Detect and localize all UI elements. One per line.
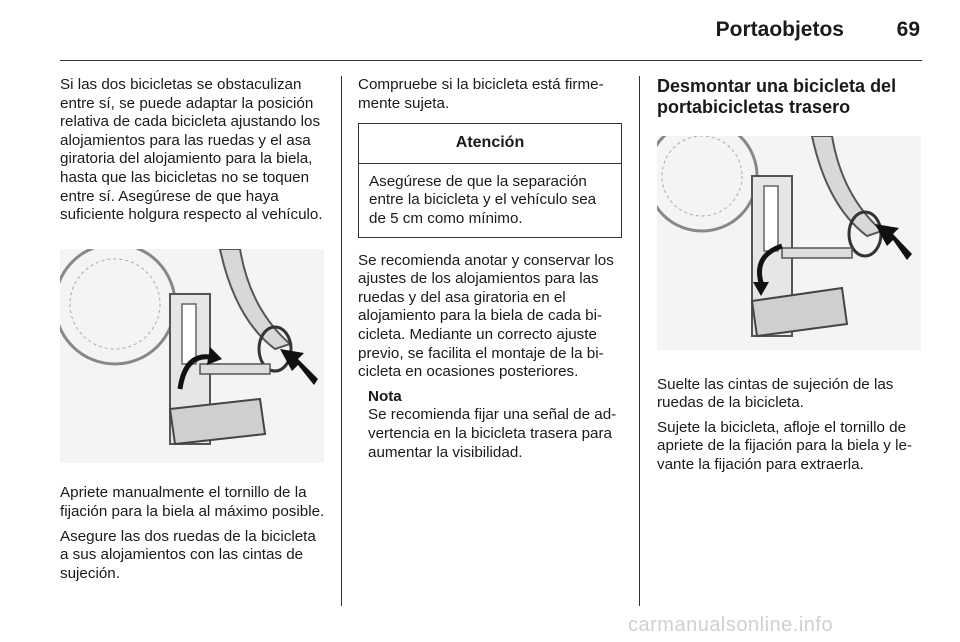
paragraph: Asegure las dos ruedas de la bicicleta a sus alojamientos con las cintas de sujeción. bbox=[60, 527, 316, 582]
header-title: Portaobjetos bbox=[715, 18, 844, 41]
note-text: Se recomienda fijar una señal de advertencia en la bicicleta trasera para aumentar la visibilidad. bbox=[368, 406, 617, 461]
paragraph: Si las dos bicicletas se obstaculizan entre sí, se puede adaptar la posición relativa de cada bicicleta ajustando los alojamientos para las ruedas y el asa giratoria del alojamiento para la biela, hasta que las bicicletas no se toquen entre sí. Asegúrese de que haya suficiente holgura respecto al vehículo. bbox=[60, 76, 323, 224]
note-title: Nota bbox=[368, 387, 402, 405]
page-header bbox=[60, 0, 922, 61]
note-block bbox=[358, 388, 622, 462]
paragraph: Apriete manualmente el tornillo de la fijación para la biela al máximo posible. bbox=[60, 484, 325, 520]
column-divider bbox=[639, 76, 640, 606]
paragraph: Compruebe si la bicicleta está firmemente sujeta. bbox=[358, 76, 604, 112]
column-divider bbox=[341, 76, 342, 606]
column-3 bbox=[657, 76, 923, 481]
warning-box bbox=[358, 123, 622, 237]
column-1 bbox=[60, 76, 325, 589]
bike-crank-clamp-release-illustration bbox=[657, 136, 921, 350]
page-number: 69 bbox=[896, 18, 920, 41]
warning-title: Atención bbox=[359, 124, 621, 164]
paragraph: Suelte las cintas de sujeción de las ruedas de la bicicleta. bbox=[657, 375, 894, 412]
paragraph: Se recomienda anotar y conservar los ajustes de los alojamientos para las ruedas y del asa giratoria en el alojamiento para la biela de cada bicicleta. Mediante un correcto ajuste previo, se facilita el montaje de la bicicleta en ocasiones posteriores. bbox=[358, 251, 614, 381]
bike-crank-clamp-illustration bbox=[60, 249, 324, 463]
section-heading: Desmontar una bicicleta del portabicicletas trasero bbox=[657, 76, 897, 117]
warning-text: Asegúrese de que la separación entre la bicicleta y el vehículo sea de 5 cm como mínimo. bbox=[369, 172, 597, 227]
column-2 bbox=[358, 76, 622, 462]
paragraph: Sujete la bicicleta, afloje el tornillo de apriete de la fijación para la biela y levante la fijación para extraerla. bbox=[657, 418, 912, 473]
watermark: carmanualsonline.info bbox=[628, 614, 834, 636]
